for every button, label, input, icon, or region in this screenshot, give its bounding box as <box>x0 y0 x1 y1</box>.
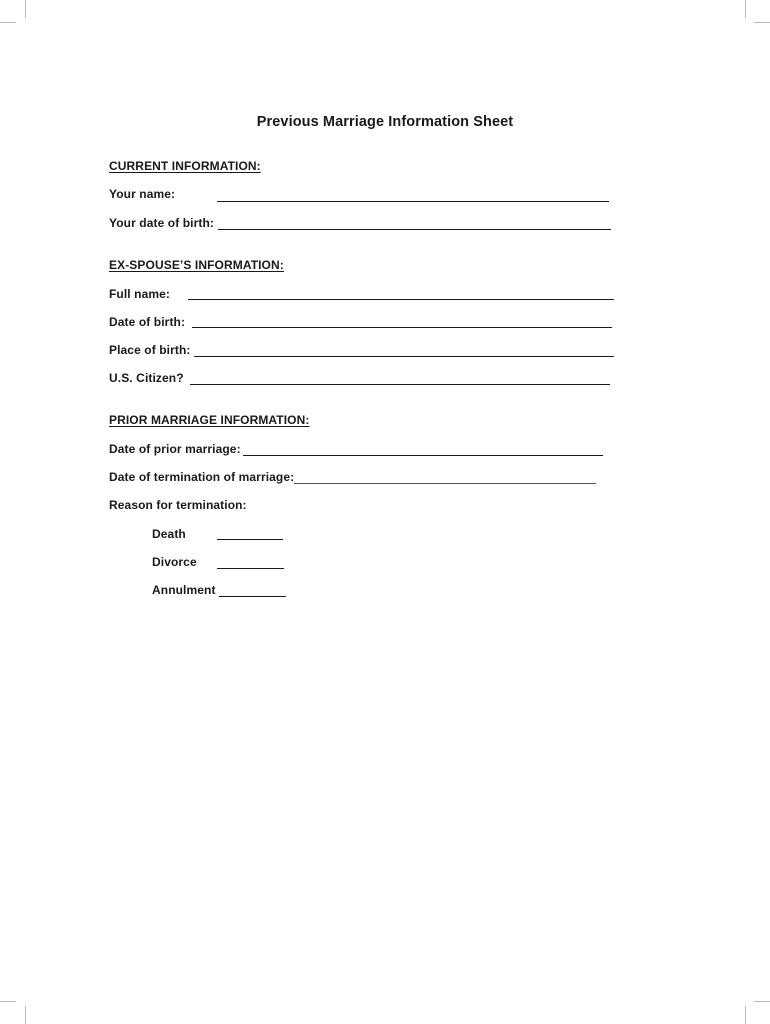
ex-spouse-date-of-birth-label: Date of birth: <box>109 315 186 329</box>
your-date-of-birth-label: Your date of birth: <box>109 216 215 230</box>
reason-annulment-field[interactable] <box>219 583 286 597</box>
reason-divorce-field[interactable] <box>217 555 284 569</box>
prior-marriage-information-heading: PRIOR MARRIAGE INFORMATION: <box>109 413 310 427</box>
reason-death-label: Death <box>152 527 186 541</box>
your-date-of-birth-field[interactable] <box>218 216 611 230</box>
ex-spouse-place-of-birth-label: Place of birth: <box>109 343 191 357</box>
crop-mark-top-right-horizontal <box>754 22 770 23</box>
reason-death-field[interactable] <box>217 526 283 540</box>
date-of-termination-label: Date of termination of marriage: <box>109 470 295 484</box>
page-title: Previous Marriage Information Sheet <box>256 114 514 130</box>
date-of-prior-marriage-label: Date of prior marriage: <box>109 442 241 456</box>
reason-for-termination-label: Reason for termination: <box>109 498 247 512</box>
current-information-heading: CURRENT INFORMATION: <box>109 159 261 173</box>
ex-spouse-us-citizen-field[interactable] <box>190 371 610 385</box>
your-name-label: Your name: <box>109 187 176 201</box>
crop-mark-top-left-horizontal <box>0 22 16 23</box>
date-of-prior-marriage-field[interactable] <box>243 442 603 456</box>
crop-mark-bottom-left-vertical <box>25 1006 26 1024</box>
your-name-field[interactable] <box>217 188 609 202</box>
reason-annulment-label: Annulment <box>152 583 216 597</box>
ex-spouse-full-name-field[interactable] <box>188 286 614 300</box>
crop-mark-bottom-left-horizontal <box>0 1001 16 1002</box>
crop-mark-bottom-right-horizontal <box>754 1001 770 1002</box>
ex-spouse-us-citizen-label: U.S. Citizen? <box>109 371 184 385</box>
ex-spouse-information-heading: EX-SPOUSE’S INFORMATION: <box>109 258 284 272</box>
ex-spouse-date-of-birth-field[interactable] <box>192 314 612 328</box>
ex-spouse-place-of-birth-field[interactable] <box>194 343 614 357</box>
crop-mark-top-left-vertical <box>25 0 26 18</box>
ex-spouse-full-name-label: Full name: <box>109 287 171 301</box>
crop-mark-top-right-vertical <box>745 0 746 18</box>
reason-divorce-label: Divorce <box>152 555 197 569</box>
crop-mark-bottom-right-vertical <box>745 1006 746 1024</box>
date-of-termination-field[interactable] <box>294 470 596 484</box>
